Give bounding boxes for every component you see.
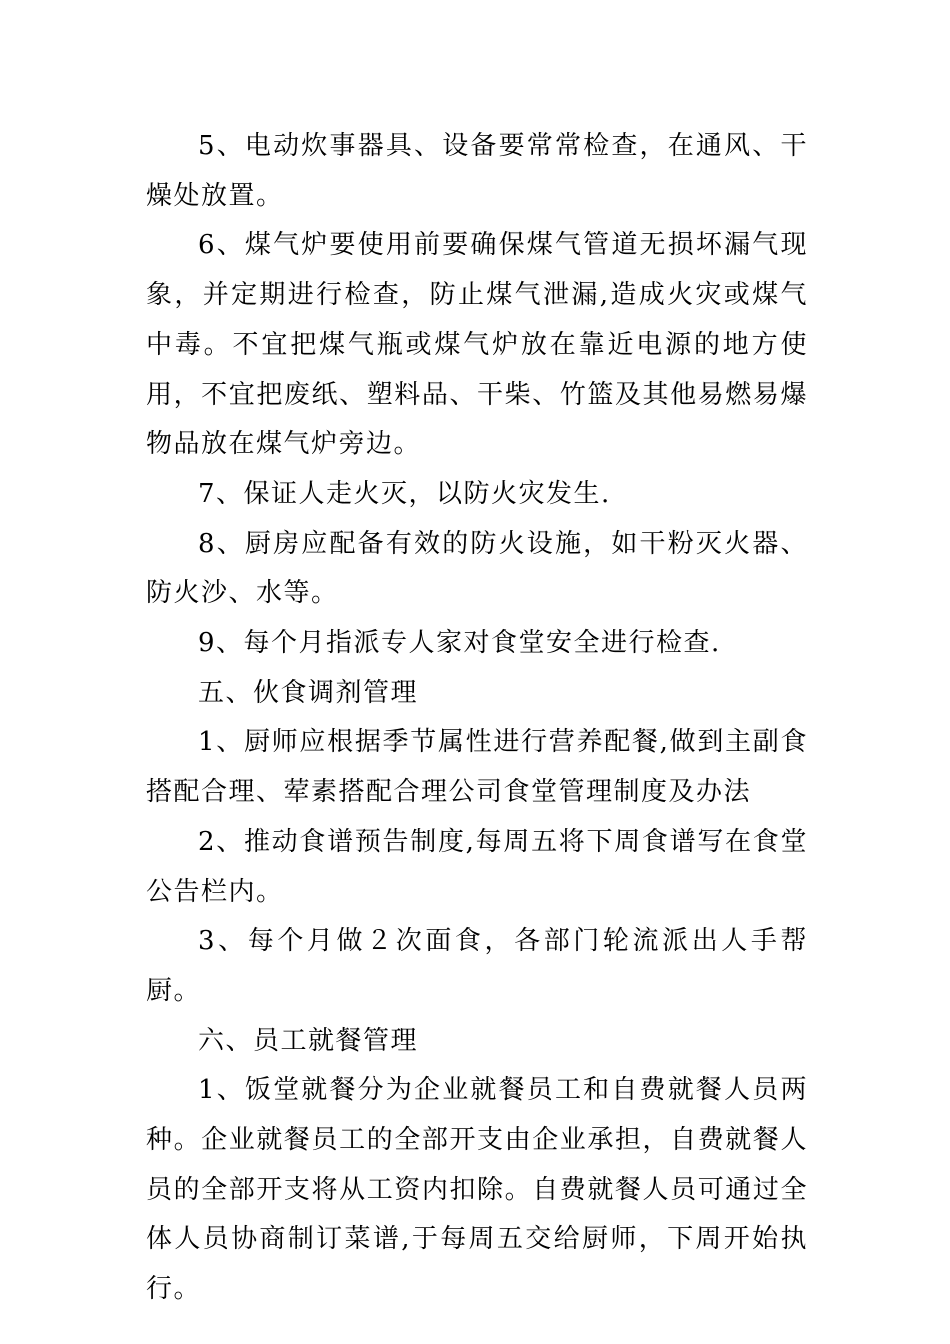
paragraph-item-9: 9、每个月指派专人家对食堂安全进行检查.: [198, 628, 721, 659]
paragraph-item-5: 5、电动炊事器具、设备要常常检查，在通风、干燥处放置。: [146, 131, 808, 211]
paragraph-item-7: 7、保证人走火灭，以防火灾发生.: [198, 478, 611, 509]
document-page: [146, 122, 808, 1315]
paragraph-item-6: 6、煤气炉要使用前要确保煤气管道无损坏漏气现象，并定期进行检查，防止煤气泄漏,造成火灾或煤气中毒。不宜把煤气瓶或煤气炉放在靠近电源的地方使用，不宜把废纸、塑料品、干柴、竹篮及其他易燃易爆物品放在煤气炉旁边。: [146, 230, 808, 460]
section-heading-five: 五、伙食调剂管理: [198, 677, 419, 708]
paragraph-item-8: 8、厨房应配备有效的防火设施，如干粉灭火器、防火沙、水等。: [146, 528, 808, 609]
section-heading-six: 六、员工就餐管理: [198, 1025, 419, 1056]
paragraph-item-3: 3、每个月做２次面食，各部门轮流派出人手帮厨。: [146, 926, 808, 1006]
paragraph-item-1-dining: 1、饭堂就餐分为企业就餐员工和自费就餐人员两种。企业就餐员工的全部开支由企业承担，自费就餐人员的全部开支将从工资内扣除。自费就餐人员可通过全体人员协商制订菜谱,于每周五交给厨师，下周开始执行。: [146, 1075, 808, 1305]
paragraph-item-1: 1、厨师应根据季节属性进行营养配餐,做到主副食搭配合理、荤素搭配合理公司食堂管理制度及办法: [146, 727, 808, 808]
paragraph-item-2: 2、推动食谱预告制度,每周五将下周食谱写在食堂公告栏内。: [146, 826, 808, 907]
